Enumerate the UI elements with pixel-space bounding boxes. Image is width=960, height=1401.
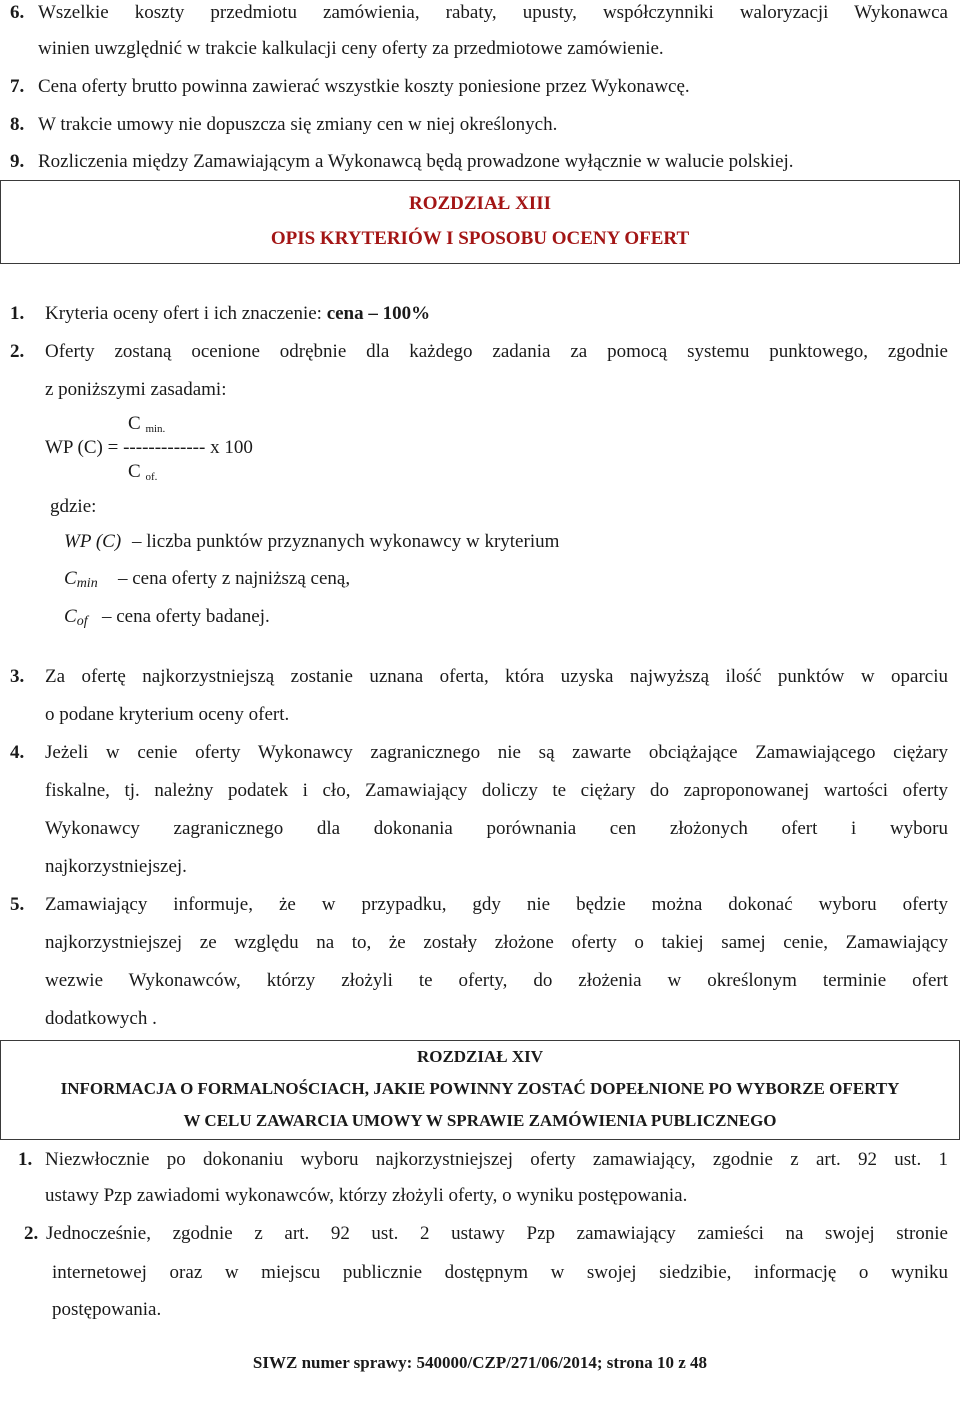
criteria-text-cont: z poniższymi zasadami: <box>45 379 227 400</box>
section-title: INFORMACJA O FORMALNOŚCIACH, JAKIE POWINNY ZOSTAĆ DOPEŁNIONE PO WYBORZE OFERTY <box>60 1079 900 1098</box>
formula-main: WP (C) = ------------- x 100 <box>45 437 253 458</box>
list-number: 1. <box>18 1149 33 1170</box>
list-number: 7. <box>10 76 25 97</box>
criteria-text: Zamawiający informuje, że w przypadku, gdy nie będzie można dokonać wyboru oferty <box>45 894 948 915</box>
definition-symbol: Cmin <box>64 568 98 591</box>
criteria-label: Kryteria oceny ofert i ich znaczenie: <box>45 303 327 324</box>
formula-denominator: C of. <box>128 461 158 483</box>
definition-desc: – cena oferty badanej. <box>102 606 270 627</box>
criteria-text-cont: dodatkowych . <box>45 1008 157 1029</box>
section-13-header <box>0 180 960 264</box>
list-text: W trakcie umowy nie dopuszcza się zmiany cen w niej określonych. <box>38 114 558 135</box>
criteria-text: Oferty zostaną ocenione odrębnie dla każdego zadania za pomocą systemu punktowego, zgodnie <box>45 341 948 362</box>
criteria-text-cont: najkorzystniejszej ze względu na to, że zostały złożone oferty o takiej samej cenie, Zamawiający <box>45 932 948 953</box>
formalities-text-cont: ustawy Pzp zawiadomi wykonawców, którzy złożyli oferty, o wyniku postępowania. <box>45 1185 688 1206</box>
formalities-text-cont: postępowania. <box>52 1299 162 1320</box>
criteria-text-cont: o podane kryterium oceny ofert. <box>45 704 290 725</box>
formula-numerator: C min. <box>128 413 166 435</box>
formalities-text-cont: internetowej oraz w miejscu publicznie dostępnym w swojej siedzibie, informację o wyniku <box>52 1262 948 1283</box>
definition-desc: – liczba punktów przyznanych wykonawcy w kryterium <box>132 531 560 552</box>
list-text: Rozliczenia między Zamawiającym a Wykonawcą będą prowadzone wyłącznie w walucie polskiej. <box>38 151 794 172</box>
list-number: 6. <box>10 2 25 23</box>
definition-symbol: WP (C) <box>64 531 122 552</box>
list-number: 5. <box>10 894 25 915</box>
criteria-text-cont: wezwie Wykonawców, którzy złożyli te oferty, do złożenia w określonym terminie ofert <box>45 970 948 991</box>
list-text: Wszelkie koszty przedmiotu zamówienia, rabaty, upusty, współczynniki waloryzacji Wykonawca <box>38 2 948 23</box>
formalities-text: Niezwłocznie po dokonaniu wyboru najkorzystniejszej oferty zamawiający, zgodnie z art. 92 ust. 1 <box>45 1149 948 1170</box>
criteria-text: Jeżeli w cenie oferty Wykonawcy zagranicznego nie są zawarte obciążające Zamawiającego ciężary <box>45 742 948 763</box>
section-14-header <box>0 1040 960 1140</box>
page-footer: SIWZ numer sprawy: 540000/CZP/271/06/2014; strona 10 z 48 <box>252 1353 708 1372</box>
where-label: gdzie: <box>50 496 97 517</box>
list-number: 2. <box>24 1223 39 1244</box>
criteria-weight: cena – 100% <box>326 303 431 324</box>
definition-desc: – cena oferty z najniższą ceną, <box>118 568 351 589</box>
section-heading: ROZDZIAŁ XIII <box>408 193 551 214</box>
section-title-cont: W CELU ZAWARCIA UMOWY W SPRAWIE ZAMÓWIENIA PUBLICZNEGO <box>183 1111 777 1130</box>
list-number: 8. <box>10 114 25 135</box>
definition-symbol: Cof <box>64 606 88 629</box>
formalities-text: Jednocześnie, zgodnie z art. 92 ust. 2 ustawy Pzp zamawiający zamieści na swojej stronie <box>46 1223 948 1244</box>
criteria-text: Za ofertę najkorzystniejszą zostanie uznana oferta, która uzyska najwyższą ilość punktów w oparciu <box>45 666 948 687</box>
criteria-text-cont: fiskalne, tj. należny podatek i cło, Zamawiający doliczy te ciężary do zaproponowanej wartości oferty <box>45 780 948 801</box>
criteria-text <box>45 302 430 326</box>
section-heading: ROZDZIAŁ XIV <box>416 1047 544 1066</box>
list-text: Cena oferty brutto powinna zawierać wszystkie koszty poniesione przez Wykonawcę. <box>38 76 690 97</box>
list-number: 3. <box>10 666 25 687</box>
list-number: 4. <box>10 742 25 763</box>
criteria-text-cont: Wykonawcy zagranicznego dla dokonania porównania cen złożonych ofert i wyboru <box>45 818 948 839</box>
criteria-text-cont: najkorzystniejszej. <box>45 856 187 877</box>
list-number: 1. <box>10 303 25 324</box>
list-number: 9. <box>10 151 25 172</box>
list-text-cont: winien uwzględnić w trakcie kalkulacji ceny oferty za przedmiotowe zamówienie. <box>38 38 664 59</box>
list-number: 2. <box>10 341 25 362</box>
section-title: OPIS KRYTERIÓW I SPOSOBU OCENY OFERT <box>270 228 690 249</box>
